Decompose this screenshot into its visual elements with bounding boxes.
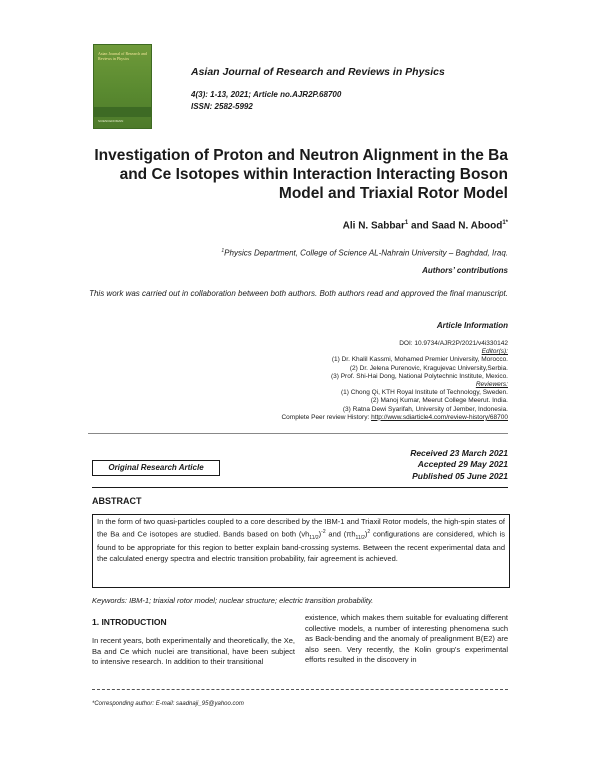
abstract-box: In the form of two quasi-particles coupled to a core described by the IBM-1 and Triaxil Rotor models, the high-spin states of the Ba and Ce isotopes are studied. Bands based on both $(vh_{11/2})^{-2}$ and $(\pi h_{11/2})^2$ configurations are considered, which is found to be appropriate for this region to better explain band-crossing systems. Between the recent experimental data and the calculated energy spectra and electric transition probability, fair agreement is achieved.	[92, 514, 510, 588]
author-2-affil-mark: 1*	[502, 220, 508, 226]
article-details	[88, 340, 508, 422]
introduction-left-column: In recent years, both experimentally and theoretically, the Xe, Ba and Ce which nuclei are transitional, have been subject to intensive research. In addition to their transitional	[92, 636, 295, 667]
reviewer-3: (3) Ratna Dewi Syarifah, University of Jember, Indonesia.	[342, 405, 508, 413]
abstract-part-2: and (πh	[328, 529, 356, 539]
cover-footer: SCIENCEDOMAIN	[98, 119, 124, 123]
doi: DOI: 10.9734/AJR2P/2021/v4i330142	[399, 340, 508, 347]
affiliation	[221, 248, 508, 258]
published-date: Published 05 June 2021	[412, 470, 508, 481]
author-1: Ali N. Sabbar	[342, 220, 405, 232]
editor-3: (3) Prof. Shi-Hai Dong, National Polytechnic Institute, Mexico.	[330, 372, 508, 380]
affiliation-mark: 1	[221, 248, 225, 254]
authors-line	[343, 220, 508, 231]
abstract-sup-1: -2	[321, 529, 326, 536]
introduction-heading: 1. INTRODUCTION	[92, 617, 167, 627]
reviewer-2: (2) Manoj Kumar, Meerut College Meerut. India.	[370, 397, 508, 405]
authors-and: and	[408, 220, 432, 232]
article-information-heading: Article Information	[436, 321, 508, 330]
authors-contributions-heading: Authors’ contributions	[422, 266, 508, 275]
corresponding-author-footnote: *Corresponding author: E-mail: saadnaji_95@yahoo.com	[92, 701, 244, 707]
author-2: Saad N. Abood	[431, 220, 503, 232]
affiliation-text: Physics Department, College of Science AL-Nahrain University – Baghdad, Iraq.	[224, 248, 508, 258]
paper-title: Investigation of Proton and Neutron Alignment in the Ba and Ce Isotopes within Interaction Interacting Boson Model and Triaxial Rotor Model	[94, 147, 508, 202]
reviewer-1: (1) Chong Qi, KTH Royal Institute of Technology, Sweden.	[340, 389, 508, 397]
editors-label: Editor(s):	[481, 348, 508, 356]
peer-review-label: Complete Peer review History:	[281, 413, 372, 421]
abstract-heading: ABSTRACT	[92, 496, 142, 506]
details-divider	[88, 433, 508, 434]
introduction-right-column: existence, which makes them suitable for evaluating different collective models, a number of interesting phenomena such as Back-bending and the anomaly of prealignment B(E2) are also seen. Very recently, the Kolin group's experimental efforts resulted in the discovery in	[305, 613, 508, 665]
accepted-date: Accepted 29 May 2021	[417, 459, 508, 470]
authors-contributions-text: This work was carried out in collaboration between both authors. Both authors read and approved the final manuscript.	[89, 289, 508, 298]
article-dates	[410, 448, 508, 482]
abstract-part-3: configurations are considered, which is found to be appropriate for this region to better explain band-crossing systems. Between the recent experimental data and the calculated energy spectra and electric transition probability, fair agreement is achieved.	[97, 529, 505, 563]
received-date: Received 23 March 2021	[410, 448, 508, 458]
footnote-rule	[92, 689, 508, 690]
issn: ISSN: 2582-5992	[191, 102, 253, 111]
volume-info: 4(3): 1-13, 2021; Article no.AJR2P.68700	[191, 90, 342, 99]
cover-band	[94, 107, 151, 117]
reviewers-label: Reviewers:	[475, 381, 508, 389]
editor-2: (2) Dr. Jelena Purenovic, Kragujevac University,Serbia.	[349, 364, 508, 372]
abstract-sub-2: 11/2	[355, 535, 365, 542]
abstract-part-1: In the form of two quasi-particles coupled to a core described by the IBM-1 and Triaxil Rotor models, the high-spin states of the Ba and Ce isotopes are studied. Bands based on both (vh	[97, 517, 505, 539]
article-type-box: Original Research Article	[92, 460, 220, 476]
abstract-top-rule	[92, 487, 508, 488]
abstract-sup-2: 2	[367, 529, 371, 536]
journal-name: Asian Journal of Research and Reviews in Physics	[191, 66, 445, 78]
journal-cover-image	[93, 44, 152, 129]
cover-title: Asian Journal of Research and Reviews in Physics	[98, 51, 147, 61]
editor-1: (1) Dr. Khalil Kassmi, Mohamed Premier University, Morocco.	[331, 356, 508, 364]
peer-review-link[interactable]: http://www.sdiarticle4.com/review-history/68700	[371, 413, 508, 421]
author-1-affil-mark: 1	[404, 220, 409, 226]
keywords: Keywords: IBM-1; triaxial rotor model; nuclear structure; electric transition probability.	[92, 596, 374, 605]
abstract-sub-1: 11/2	[309, 535, 319, 542]
